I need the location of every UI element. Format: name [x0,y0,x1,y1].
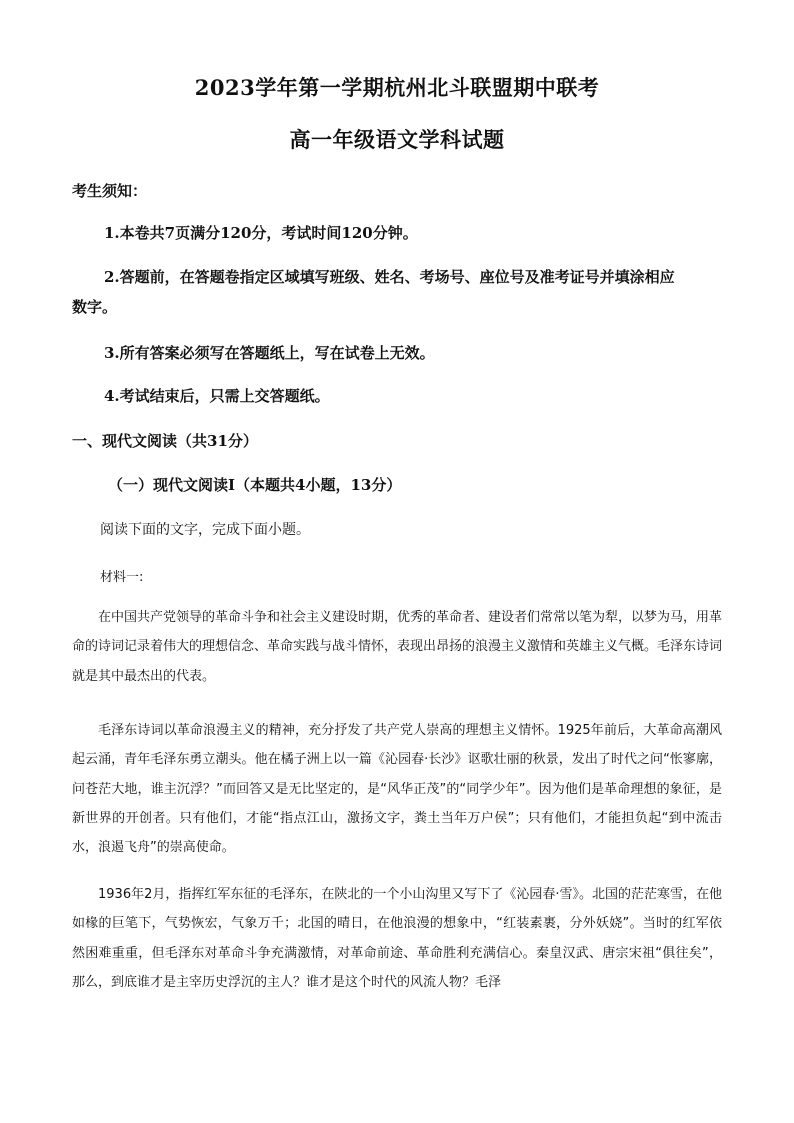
material-label: 材料一: [100,570,144,585]
exam-subtitle: 高一年级语文学科试题 [289,127,505,152]
reading-instruction: 阅读下面的文字，完成下面小题。 [100,522,310,538]
notice-item-3: 3.所有答案必须写在答题纸上，写在试卷上无效。 [104,344,435,362]
notice-item-1: 1.本卷共7页满分120分，考试时间120分钟。 [104,224,418,242]
paragraph-1: 在中国共产党领导的革命斗争和社会主义建设时期，优秀的革命者、建设者们常常以笔为犁，以梦为马，用革命的诗词记录着伟大的理想信念、革命实践与战斗情怀，表现出昂扬的浪漫主义激情和英雄主义气概。毛泽东诗词就是其中最杰出的代表。 [72,610,723,684]
paragraph-3: 1936年2月，指挥红军东征的毛泽东，在陕北的一个小山沟里又写下了《沁园春·雪》。北国的茫茫寒雪，在他如椽的巨笔下，气势恢宏，气象万千；北国的晴日，在他浪漫的想象中，“红装素裹，分外妖娆”。当时的红军依然困难重重，但毛泽东对革命斗争充满激情，对革命前途、革命胜利充满信心。秦皇汉武、唐宗宋祖“俱往矣”，那么，到底谁才是主宰历史浮沉的主人？谁才是这个时代的风流人物？毛泽 [72,887,722,990]
notice-item-4: 4.考试结束后，只需上交答题纸。 [104,387,330,405]
notice-item-2: 2.答题前，在答题卷指定区域填写班级、姓名、考场号、座位号及准考证号并填涂相应 [104,268,675,286]
exam-title: 2023学年第一学期杭州北斗联盟期中联考 [194,75,600,100]
paragraph-2: 毛泽东诗词以革命浪漫主义的精神，充分抒发了共产党人崇高的理想主义情怀。1925年前后，大革命高潮风起云涌，青年毛泽东勇立潮头。他在橘子洲上以一篇《沁园春·长沙》讴歌壮丽的秋景，发出了时代之问“怅寥廓，问苍茫大地，谁主沉浮？”而回答又是无比坚定的，是“风华正茂”的“同学少年”。因为他们是革命理想的象征，是新世界的开创者。只有他们，才能“指点江山，激扬文字，粪土当年万户侯”；只有他们，才能担负起“到中流击水，浪遏飞舟”的崇高使命。 [72,723,722,856]
section-heading: 一、现代文阅读（共31分） [72,432,258,450]
notice-item-2-cont: 数字。 [72,298,118,316]
subsection-heading: （一）现代文阅读Ⅰ（本题共4小题，13分） [108,476,402,494]
notice-heading: 考生须知： [72,182,148,200]
